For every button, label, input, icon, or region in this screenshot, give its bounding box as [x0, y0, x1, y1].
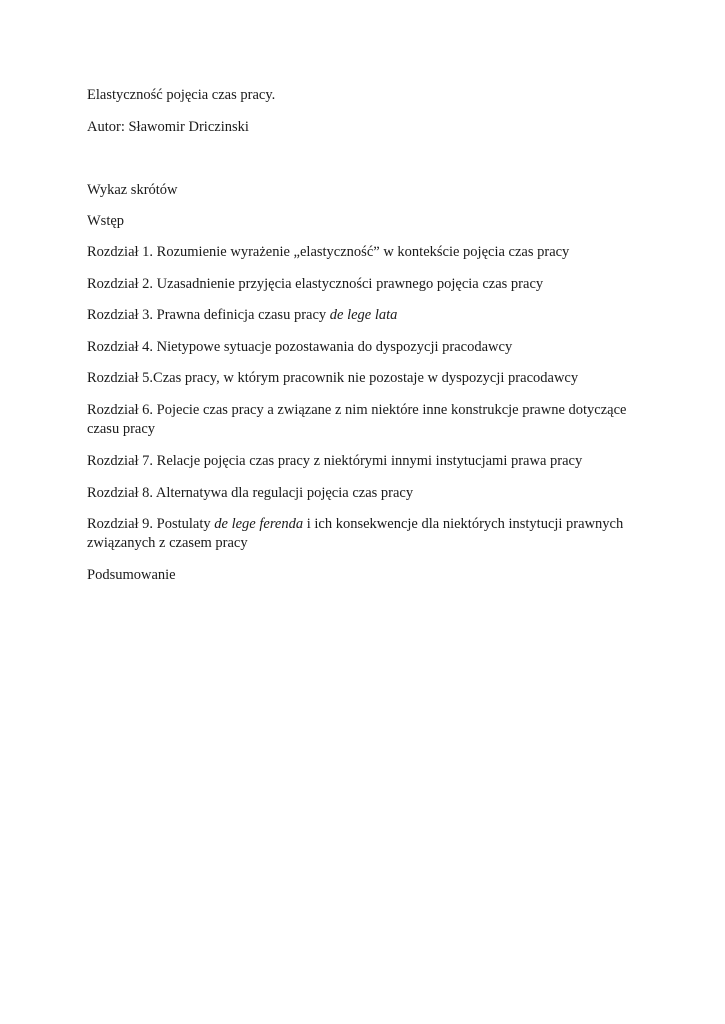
toc-item-chapter-6: Rozdział 6. Pojecie czas pracy a związane z nim niektóre inne konstrukcje prawne dotyczące czasu pracy — [87, 402, 627, 437]
toc-item-chapter-1: Rozdział 1. Rozumienie wyrażenie „elastyczność” w kontekście pojęcia czas pracy — [87, 244, 570, 260]
document-title: Elastyczność pojęcia czas pracy. — [87, 87, 276, 103]
document-author: Autor: Sławomir Driczinski — [87, 119, 249, 135]
toc-item-chapter-5: Rozdział 5.Czas pracy, w którym pracownik nie pozostaje w dyspozycji pracodawcy — [87, 370, 579, 386]
toc-item-chapter-8: Rozdział 8. Alternatywa dla regulacji pojęcia czas pracy — [87, 485, 414, 501]
toc-item-chapter-3 — [87, 306, 647, 325]
toc-item-chapter-7: Rozdział 7. Relacje pojęcia czas pracy z niektórymi innymi instytucjami prawa pracy — [87, 453, 583, 469]
toc-item-chapter-9-text: Rozdział 9. Postulaty — [87, 516, 215, 532]
toc-item-chapter-2: Rozdział 2. Uzasadnienie przyjęcia elastyczności prawnego pojęcia czas pracy — [87, 276, 544, 292]
toc-item-chapter-3-latin: de lege lata — [329, 307, 398, 323]
toc-item-chapter-3-text: Rozdział 3. Prawna definicja czasu pracy — [87, 307, 330, 323]
toc-item-abbreviations: Wykaz skrótów — [87, 182, 178, 198]
toc-item-introduction: Wstęp — [87, 213, 125, 229]
toc-item-summary: Podsumowanie — [87, 567, 176, 583]
toc-item-chapter-9-latin: de lege ferenda — [214, 516, 304, 532]
toc-item-chapter-4: Rozdział 4. Nietypowe sytuacje pozostawania do dyspozycji pracodawcy — [87, 339, 513, 355]
toc-item-chapter-9 — [87, 515, 647, 553]
toc-item-chapter-9-tail: i ich konsekwencje dla niektórych instytucji prawnych związanych z czasem pracy — [87, 516, 624, 551]
